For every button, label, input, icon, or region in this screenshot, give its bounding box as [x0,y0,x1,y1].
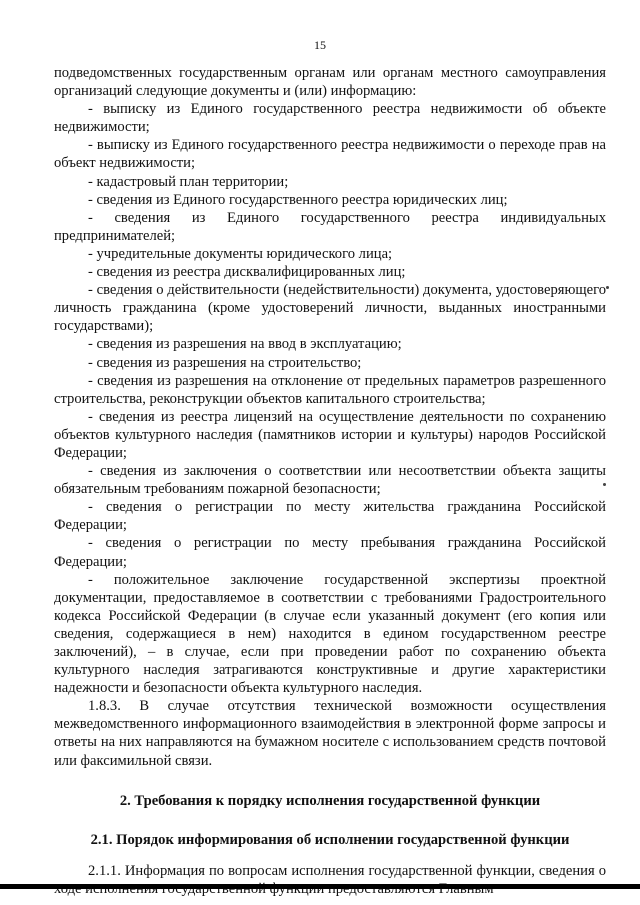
list-item: - сведения из разрешения на отклонение от предельных параметров разрешенного строительства, реконструкции объектов капитального строительства; [54,372,606,407]
list-item: - сведения о действительности (недействительности) документа, удостоверяющего личность гражданина (кроме удостоверений личности, выданных иностранными государствами); [54,282,606,335]
list-item: - выписку из Единого государственного реестра недвижимости о переходе прав на объект недвижимости; [54,137,606,172]
list-item: - сведения из разрешения на строительство; [88,354,362,371]
list-item: - выписку из Единого государственного реестра недвижимости об объекте недвижимости; [54,101,606,136]
section-heading: 2. Требования к порядку исполнения государственной функции [119,792,541,809]
list-item: - сведения о регистрации по месту жительства гражданина Российской Федерации; [54,499,606,534]
bottom-rule [0,884,640,889]
paragraph: подведомственных государственным органам или органам местного самоуправления организаций следующие документы и (или) информацию: [54,65,606,100]
list-item: - сведения о регистрации по месту пребывания гражданина Российской Федерации; [54,535,606,570]
page-number: 15 [314,38,326,52]
paragraph: 2.1.1. Информация по вопросам исполнения государственной функции, сведения о [88,862,606,879]
paragraph: 1.8.3. В случае отсутствия технической возможности осуществления межведомственного информационного взаимодействия в электронной форме запросы и ответы на них направляются на бумажном носителе с использованием средств почтовой или факсимильной связи. [54,698,606,769]
subsection-heading: 2.1. Порядок информирования об исполнении государственной функции [90,831,570,848]
list-item: - учредительные документы юридического лица; [88,245,393,262]
list-item: - сведения из разрешения на ввод в эксплуатацию; [88,336,402,353]
list-item: - кадастровый план территории; [88,173,289,190]
list-item: - сведения из Единого государственного реестра юридических лиц; [88,191,508,208]
scan-speck [606,286,609,289]
list-item: - сведения из реестра лицензий на осуществление деятельности по сохранению объектов культурного наследия (памятников истории и культуры) народов Российской Федерации; [54,408,606,461]
list-item: - сведения из Единого государственного реестра индивидуальных предпринимателей; [54,209,606,244]
scan-speck [603,483,606,486]
list-item: - сведения из реестра дисквалифицированных лиц; [88,264,406,281]
list-item: - положительное заключение государственной экспертизы проектной документации, предоставляемое в соответствии с требованиями Градостроительного кодекса Российской Федерации (в случае если указанный документ (его копия или сведения, содержащиеся в нем) находится в едином государственном реестре заключений), – в случае, если при проведении работ по сохранению объекта культурного наследия затрагиваются конструктивные и другие характеристики надежности и безопасности объекта культурного наследия. [54,571,606,697]
document-body [54,64,606,898]
list-item: - сведения из заключения о соответствии или несоответствии объекта защиты обязательным требованиям пожарной безопасности; [54,463,606,498]
